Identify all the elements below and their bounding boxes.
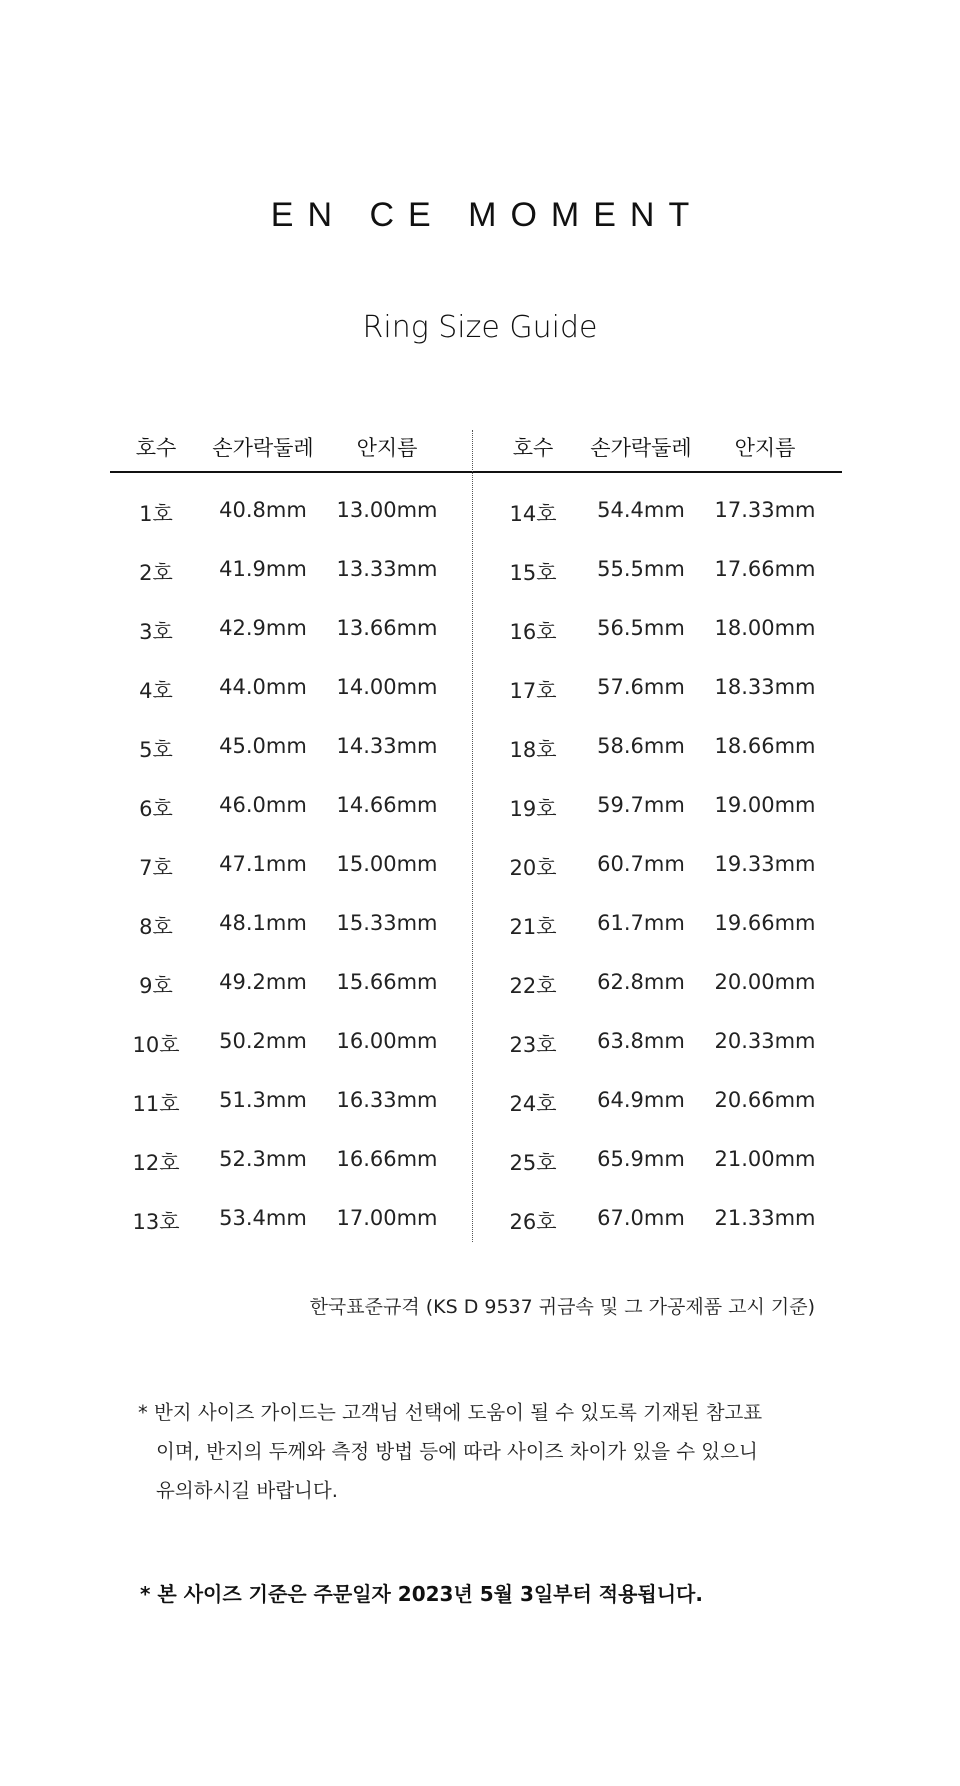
cell-size: 4호 (139, 679, 173, 703)
cell-circumference: 48.1mm (219, 911, 307, 935)
note-line: 유의하시길 바랍니다. (156, 1479, 338, 1502)
cell-size: 9호 (139, 974, 173, 998)
cell-size: 18호 (509, 738, 557, 762)
cell-size: 16호 (509, 620, 557, 644)
header-inner-diameter: 안지름 (356, 436, 418, 460)
cell-size: 11호 (132, 1092, 180, 1116)
cell-circumference: 51.3mm (219, 1088, 307, 1112)
cell-size: 7호 (139, 856, 173, 880)
cell-inner-diameter: 15.66mm (336, 970, 438, 994)
standard-reference: 한국표준규격 (KS D 9537 귀금속 및 그 가공제품 고시 기준) (309, 1296, 815, 1318)
cell-inner-diameter: 19.33mm (714, 852, 816, 876)
cell-inner-diameter: 13.66mm (336, 616, 438, 640)
effective-date-notice: * 본 사이즈 기준은 주문일자 2023년 5월 3일부터 적용됩니다. (140, 1582, 703, 1606)
cell-circumference: 46.0mm (219, 793, 307, 817)
cell-size: 19호 (509, 797, 557, 821)
cell-inner-diameter: 19.66mm (714, 911, 816, 935)
brand-logo: EN CE MOMENT (270, 196, 704, 234)
cell-circumference: 54.4mm (597, 498, 685, 522)
cell-circumference: 64.9mm (597, 1088, 685, 1112)
cell-inner-diameter: 15.00mm (336, 852, 438, 876)
header-divider (110, 471, 842, 473)
header-size: 호수 (135, 436, 177, 460)
cell-circumference: 56.5mm (597, 616, 685, 640)
header-size: 호수 (512, 436, 554, 460)
cell-inner-diameter: 13.00mm (336, 498, 438, 522)
cell-circumference: 53.4mm (219, 1206, 307, 1230)
cell-size: 20호 (509, 856, 557, 880)
cell-size: 26호 (509, 1210, 557, 1234)
cell-circumference: 49.2mm (219, 970, 307, 994)
cell-inner-diameter: 18.00mm (714, 616, 816, 640)
cell-inner-diameter: 16.66mm (336, 1147, 438, 1171)
cell-circumference: 67.0mm (597, 1206, 685, 1230)
cell-size: 10호 (132, 1033, 180, 1057)
cell-size: 17호 (509, 679, 557, 703)
cell-circumference: 41.9mm (219, 557, 307, 581)
cell-circumference: 61.7mm (597, 911, 685, 935)
cell-inner-diameter: 21.00mm (714, 1147, 816, 1171)
cell-inner-diameter: 14.66mm (336, 793, 438, 817)
cell-size: 23호 (509, 1033, 557, 1057)
cell-size: 12호 (132, 1151, 180, 1175)
cell-inner-diameter: 20.66mm (714, 1088, 816, 1112)
header-circumference: 손가락둘레 (212, 436, 314, 460)
cell-inner-diameter: 16.33mm (336, 1088, 438, 1112)
cell-size: 25호 (509, 1151, 557, 1175)
cell-inner-diameter: 18.33mm (714, 675, 816, 699)
cell-circumference: 50.2mm (219, 1029, 307, 1053)
cell-circumference: 58.6mm (597, 734, 685, 758)
cell-circumference: 52.3mm (219, 1147, 307, 1171)
note-line: * 반지 사이즈 가이드는 고객님 선택에 도움이 될 수 있도록 기재된 참고표 (138, 1401, 763, 1424)
cell-inner-diameter: 16.00mm (336, 1029, 438, 1053)
cell-circumference: 40.8mm (219, 498, 307, 522)
cell-size: 22호 (509, 974, 557, 998)
cell-circumference: 47.1mm (219, 852, 307, 876)
cell-circumference: 59.7mm (597, 793, 685, 817)
cell-size: 14호 (509, 502, 557, 526)
size-guide-note (138, 1393, 838, 1510)
cell-inner-diameter: 17.33mm (714, 498, 816, 522)
cell-circumference: 60.7mm (597, 852, 685, 876)
cell-inner-diameter: 20.33mm (714, 1029, 816, 1053)
cell-size: 15호 (509, 561, 557, 585)
cell-size: 3호 (139, 620, 173, 644)
cell-circumference: 62.8mm (597, 970, 685, 994)
cell-size: 13호 (132, 1210, 180, 1234)
column-divider (472, 430, 473, 1242)
header-inner-diameter: 안지름 (734, 436, 796, 460)
cell-size: 2호 (139, 561, 173, 585)
header-circumference: 손가락둘레 (590, 436, 692, 460)
cell-inner-diameter: 14.33mm (336, 734, 438, 758)
cell-circumference: 42.9mm (219, 616, 307, 640)
cell-size: 6호 (139, 797, 173, 821)
cell-inner-diameter: 21.33mm (714, 1206, 816, 1230)
cell-inner-diameter: 19.00mm (714, 793, 816, 817)
cell-circumference: 57.6mm (597, 675, 685, 699)
page-title: Ring Size Guide (362, 310, 598, 345)
cell-circumference: 45.0mm (219, 734, 307, 758)
cell-circumference: 63.8mm (597, 1029, 685, 1053)
cell-size: 21호 (509, 915, 557, 939)
cell-inner-diameter: 20.00mm (714, 970, 816, 994)
cell-circumference: 55.5mm (597, 557, 685, 581)
cell-inner-diameter: 18.66mm (714, 734, 816, 758)
cell-size: 1호 (139, 502, 173, 526)
cell-size: 5호 (139, 738, 173, 762)
cell-inner-diameter: 15.33mm (336, 911, 438, 935)
cell-circumference: 65.9mm (597, 1147, 685, 1171)
cell-circumference: 44.0mm (219, 675, 307, 699)
cell-inner-diameter: 17.66mm (714, 557, 816, 581)
cell-inner-diameter: 14.00mm (336, 675, 438, 699)
cell-inner-diameter: 17.00mm (336, 1206, 438, 1230)
cell-size: 24호 (509, 1092, 557, 1116)
note-line: 이며, 반지의 두께와 측정 방법 등에 따라 사이즈 차이가 있을 수 있으니 (156, 1440, 758, 1463)
cell-size: 8호 (139, 915, 173, 939)
cell-inner-diameter: 13.33mm (336, 557, 438, 581)
